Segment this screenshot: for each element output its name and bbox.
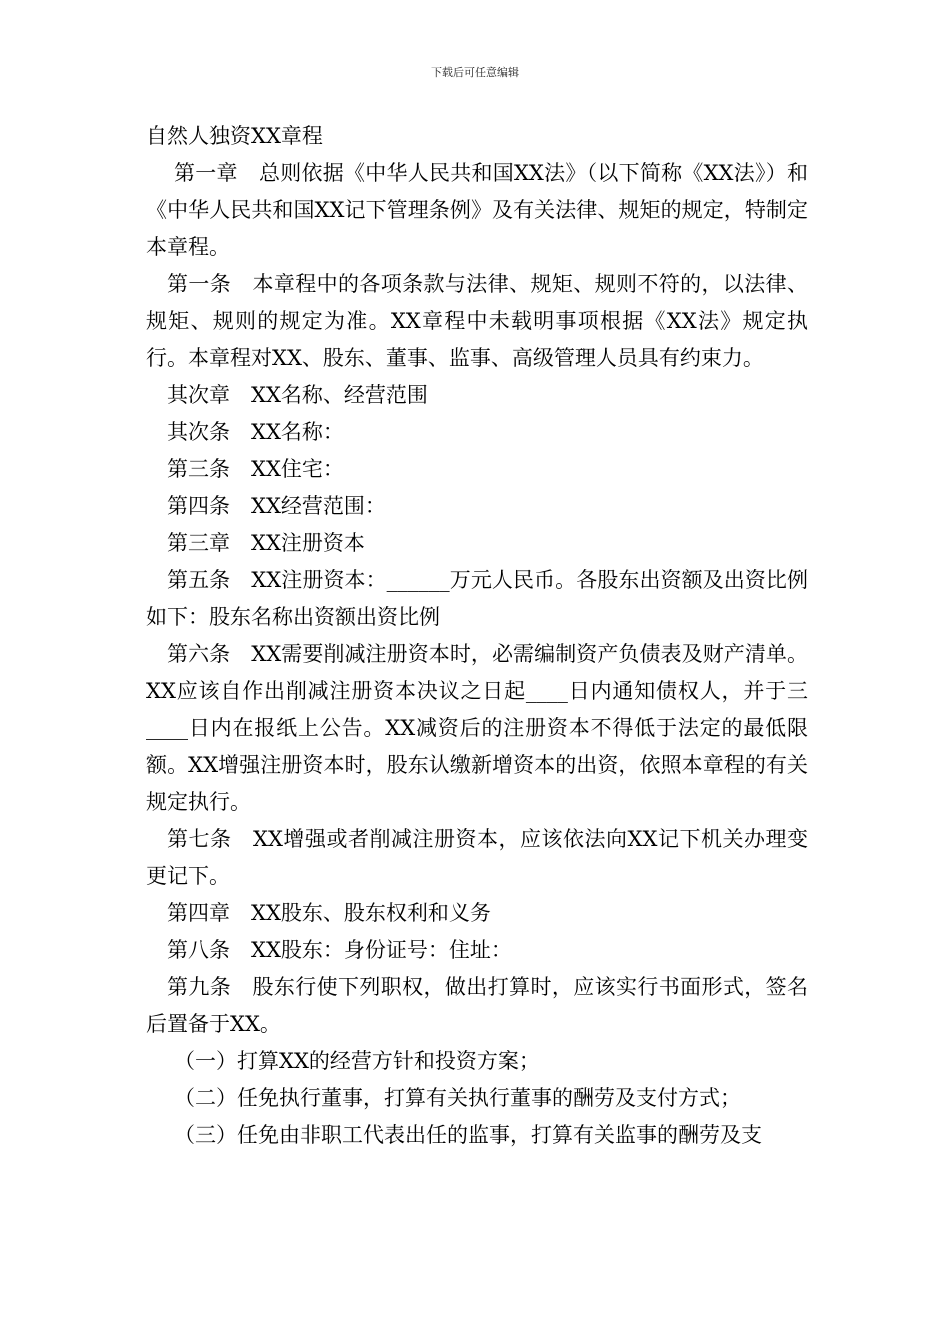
paragraph-article-5: 第五条 XX注册资本：______万元人民币。各股东出资额及出资比例如下：股东名称出资额出资比例	[146, 568, 808, 629]
paragraph-article-9: 第九条 股东行使下列职权，做出打算时，应该实行书面形式，签名后置备于XX。	[146, 975, 808, 1036]
paragraph-article-2: 其次条 XX名称：	[167, 420, 344, 444]
document-body	[146, 118, 808, 1154]
paragraph-chapter-4: 第四章 XX股东、股东权利和义务	[167, 901, 491, 925]
paragraph-article-8: 第八条 XX股东：身份证号：住址：	[167, 938, 512, 962]
paragraph-chapter-1: 第一章 总则依据《中华人民共和国XX法》（以下简称《XX法》）和《中华人民共和国XX记下管理条例》及有关法律、规矩的规定，特制定本章程。	[146, 161, 808, 259]
paragraph-article-3: 第三条 XX住宅：	[167, 457, 344, 481]
document-title: 自然人独资XX章程	[146, 124, 323, 148]
paragraph-article-1: 第一条 本章程中的各项条款与法律、规矩、规则不符的，以法律、规矩、规则的规定为准。XX章程中未载明事项根据《XX法》规定执行。本章程对XX、股东、董事、监事、高级管理人员具有约束力。	[146, 272, 808, 370]
paragraph-article-6: 第六条 XX需要削减注册资本时，必需编制资产负债表及财产清单。XX应该自作出削减注册资本决议之日起____日内通知债权人，并于三____日内在报纸上公告。XX减资后的注册资本不得低于法定的最低限额。XX增强注册资本时，股东认缴新增资本的出资，依照本章程的有关规定执行。	[146, 642, 808, 814]
list-item-1: （一）打算XX的经营方针和投资方案；	[174, 1049, 540, 1073]
page-header-note: 下载后可任意编辑	[431, 66, 519, 79]
paragraph-article-4: 第四条 XX经营范围：	[167, 494, 386, 518]
paragraph-chapter-2: 其次章 XX名称、经营范围	[167, 383, 428, 407]
paragraph-chapter-3: 第三章 XX注册资本	[167, 531, 365, 555]
list-item-3: （三）任免由非职工代表出任的监事，打算有关监事的酬劳及支	[174, 1123, 762, 1147]
list-item-2: （二）任免执行董事，打算有关执行董事的酬劳及支付方式；	[174, 1086, 741, 1110]
paragraph-article-7: 第七条 XX增强或者削减注册资本，应该依法向XX记下机关办理变更记下。	[146, 827, 808, 888]
